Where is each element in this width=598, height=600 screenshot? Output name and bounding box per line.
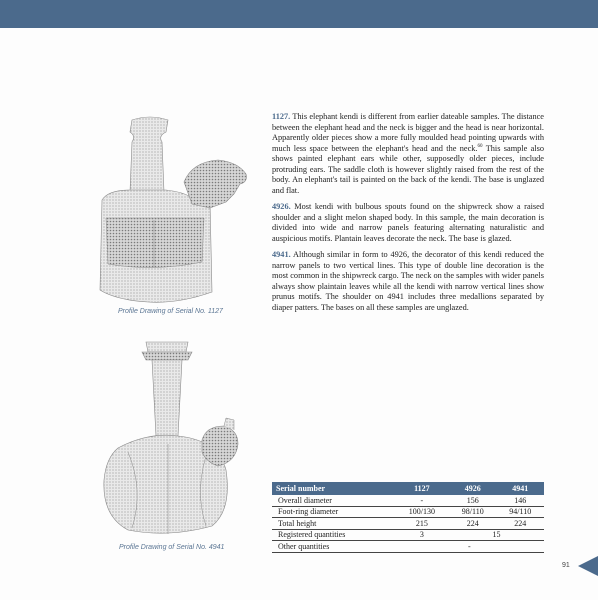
- paragraph-text: Although similar in form to 4926, the decorator of this kendi reduced the narrow panels to two vertical lines. This type of double line decoration is the most common in the shipwreck cargo. The neck on the samples with wider panels always show plaintain leaves while all the kendi with narrow vertical lines show prunus motifs. The shoulder on 4941 includes three medallions separated by diaper patters. The bases on all these samples are unglazed.: [272, 250, 544, 312]
- table-row: [272, 495, 544, 506]
- serial-label: 4926.: [272, 202, 291, 211]
- figure-caption-4941: Profile Drawing of Serial No. 4941: [119, 544, 225, 551]
- table-row: [272, 518, 544, 530]
- table-cell: 100/130: [395, 506, 449, 518]
- footnote-ref: 60: [477, 143, 483, 149]
- paragraph-4926: [272, 202, 544, 244]
- dimensions-table: [272, 482, 544, 553]
- table-header-row: [272, 482, 544, 495]
- table-cell: 94/110: [496, 506, 544, 518]
- paragraph-text: Most kendi with bulbous spouts found on the shipwreck show a raised shoulder and a slight melon shaped body. In this sample, the main decoration is divided into wide and narrow panels featuring alternating naturalistic and auspicious motifs. Plantain leaves decorate the neck. The base is glazed.: [272, 202, 544, 243]
- table-header: 4926: [449, 482, 496, 495]
- paragraph-1127: [272, 112, 544, 196]
- table-row: [272, 541, 544, 553]
- page-corner-triangle: [578, 556, 598, 576]
- table-cell: Registered quantities: [272, 529, 395, 541]
- figure-caption-1127: Profile Drawing of Serial No. 1127: [118, 308, 223, 315]
- table-header: Serial number: [272, 482, 395, 495]
- serial-label: 4941.: [272, 250, 291, 259]
- table-cell: 224: [496, 518, 544, 530]
- table-header: 4941: [496, 482, 544, 495]
- table-cell: 15: [449, 529, 544, 541]
- table-header: 1127: [395, 482, 449, 495]
- kendi-1127-drawing: [88, 112, 248, 307]
- kendi-4941-drawing: [88, 340, 248, 540]
- paragraph-text: This elephant kendi is different from earlier dateable samples. The distance between the elephant head and the neck is bigger and the head is near horizontal. Apparently older pieces show a more fully moulded head pointing upwards with much less space between the elephant's head and the neck.: [272, 112, 544, 153]
- table-cell: -: [395, 541, 544, 553]
- paragraph-4941: [272, 250, 544, 313]
- paragraph-text: This sample also shows painted elephant ears while other, supposedly older pieces, include protruding ears. The saddle cloth is however slightly raised from the rest of the body. An elephant's tail is painted on the back of the kendi. The base is unglazed and flat.: [272, 143, 544, 195]
- table-cell: -: [395, 495, 449, 506]
- header-band: [0, 0, 598, 28]
- table-cell: Foot-ring diameter: [272, 506, 395, 518]
- table-cell: 3: [395, 529, 449, 541]
- table-cell: 98/110: [449, 506, 496, 518]
- body-text: [272, 112, 544, 319]
- table-cell: 146: [496, 495, 544, 506]
- serial-label: 1127.: [272, 112, 291, 121]
- table-cell: Overall diameter: [272, 495, 395, 506]
- table-cell: 224: [449, 518, 496, 530]
- page-number: 91: [562, 562, 570, 569]
- table-row: [272, 506, 544, 518]
- table-cell: 156: [449, 495, 496, 506]
- table-cell: 215: [395, 518, 449, 530]
- table-cell: Total height: [272, 518, 395, 530]
- table-row: [272, 529, 544, 541]
- table-cell: Other quantities: [272, 541, 395, 553]
